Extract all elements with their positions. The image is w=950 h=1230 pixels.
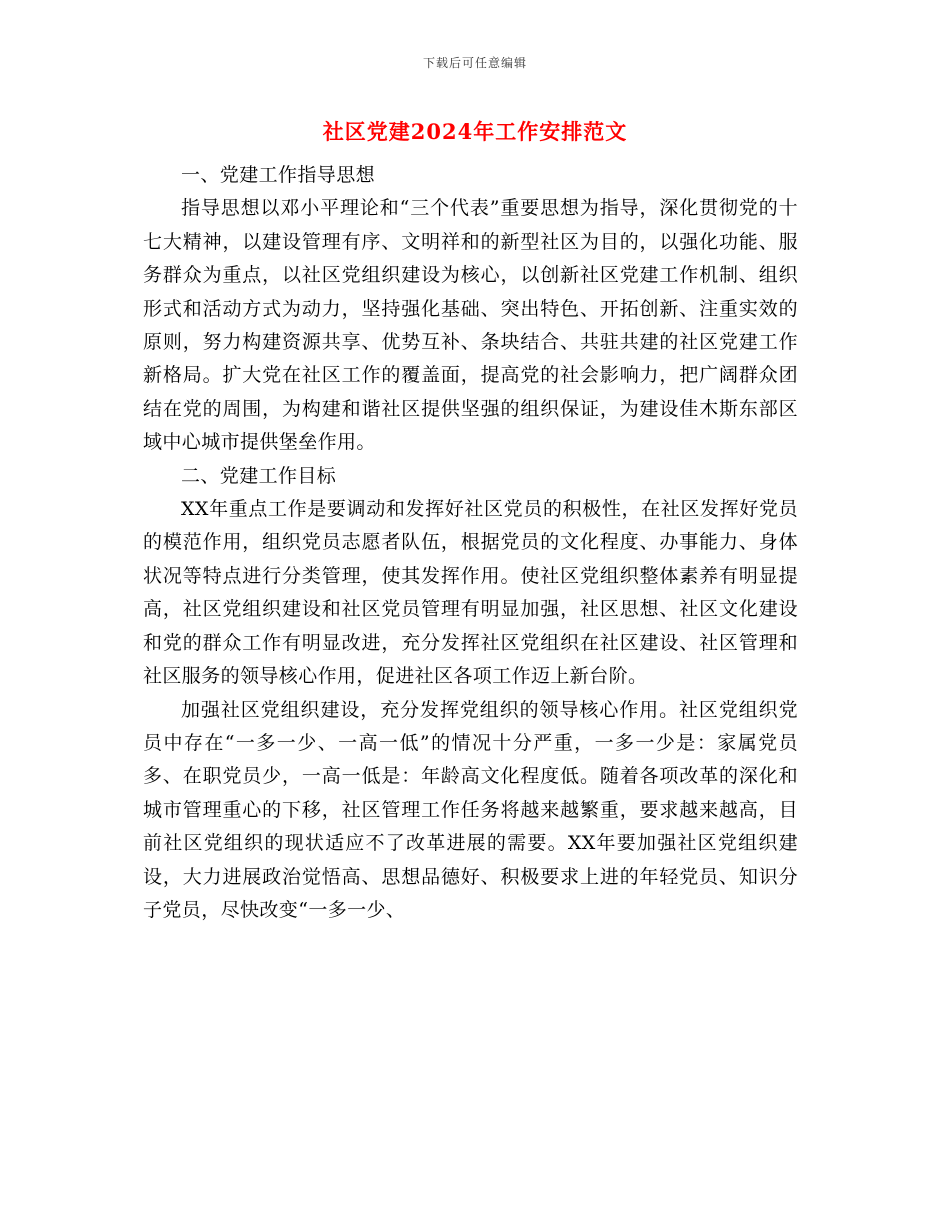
document-body xyxy=(143,159,798,927)
section-heading-work-goals: 二、党建工作目标 xyxy=(181,464,337,487)
section-heading-guiding-ideology: 一、党建工作指导思想 xyxy=(181,164,376,186)
paragraph-work-goals: XX年重点工作是要调动和发挥好社区党员的积极性，在社区发挥好党员的模范作用，组织党员志愿者队伍，根据党员的文化程度、办事能力、身体状况等特点进行分类管理，使其发挥作用。使社区党组织整体素养有明显提高，社区党组织建设和社区党员管理有明显加强，社区思想、社区文化建设和党的群众工作有明显改进，充分发挥社区党组织在社区建设、社区管理和社区服务的领导核心作用，促进社区各项工作迈上新台阶。 xyxy=(143,498,798,688)
paragraph-guiding-ideology: 指导思想以邓小平理论和“三个代表”重要思想为指导，深化贯彻党的十七大精神，以建设管理有序、文明祥和的新型社区为目的，以强化功能、服务群众为重点，以社区党组织建设为核心，以创新社区党建工作机制、组织形式和活动方式为动力，坚持强化基础、突出特色、开拓创新、注重实效的原则，努力构建资源共享、优势互补、条块结合、共驻共建的社区党建工作新格局。扩大党在社区工作的覆盖面，提高党的社会影响力，把广阔群众团结在党的周围，为构建和谐社区提供坚强的组织保证，为建设佳木斯东部区域中心城市提供堡垒作用。 xyxy=(143,197,798,454)
paragraph-organization-building: 加强社区党组织建设，充分发挥党组织的领导核心作用。社区党组织党员中存在“一多一少、一高一低”的情况十分严重，一多一少是：家属党员多、在职党员少，一高一低是：年龄高文化程度低。随着各项改革的深化和城市管理重心的下移，社区管理工作任务将越来越繁重，要求越来越高，目前社区党组织的现状适应不了改革进展的需要。XX年要加强社区党组织建设，大力进展政治觉悟高、思想品德好、积极要求上进的年轻党员、知识分子党员，尽快改变“一多一少、 xyxy=(143,698,798,921)
document-title: 社区党建2024年工作安排范文 xyxy=(322,119,628,144)
header-note: 下载后可任意编辑 xyxy=(422,56,527,70)
